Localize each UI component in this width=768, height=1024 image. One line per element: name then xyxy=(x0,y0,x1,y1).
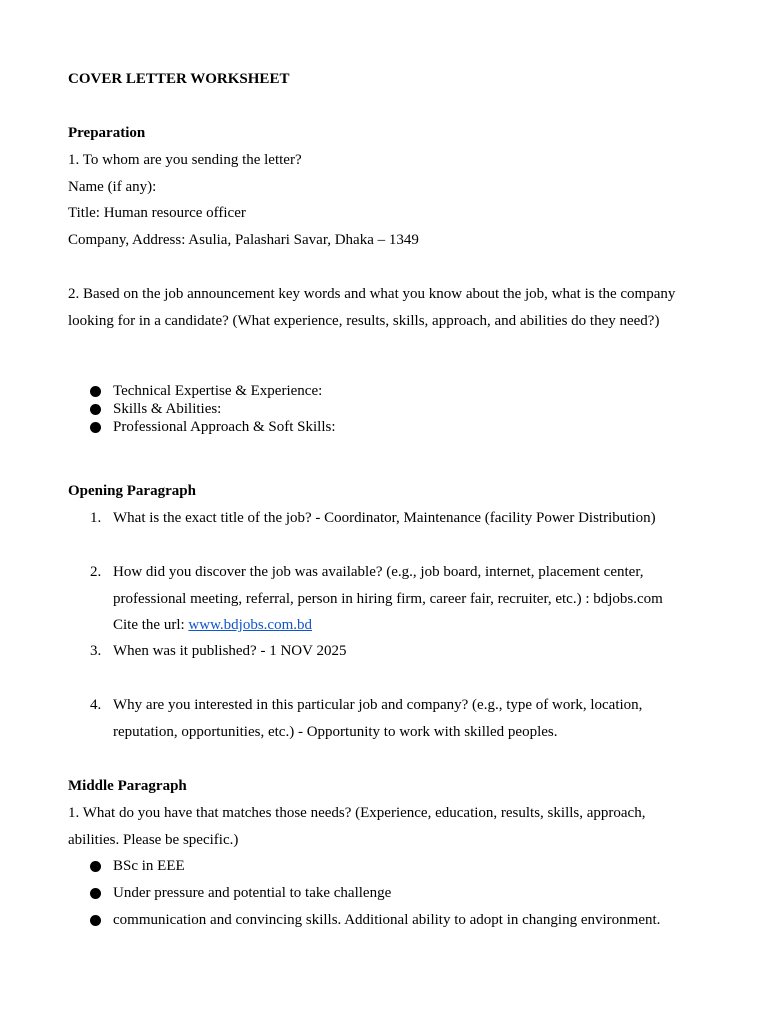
bullet-icon xyxy=(90,915,101,926)
url-line xyxy=(113,616,312,634)
url-prefix: Cite the url: xyxy=(113,617,189,633)
preparation-heading: Preparation xyxy=(68,125,146,141)
list-number: 4. xyxy=(90,697,102,713)
bullet-icon xyxy=(90,386,101,397)
list-item-text: BSc in EEE xyxy=(113,858,185,874)
list-item-text: reputation, opportunities, etc.) - Opportunity to work with skilled peoples. xyxy=(113,724,558,740)
list-item-text: communication and convincing skills. Additional ability to adopt in changing environment. xyxy=(113,912,661,928)
opening-heading: Opening Paragraph xyxy=(68,483,196,499)
list-item-text: Why are you interested in this particular job and company? (e.g., type of work, location, xyxy=(113,697,643,713)
list-number: 3. xyxy=(90,643,102,659)
name-line: Name (if any): xyxy=(68,179,157,195)
middle-question-1-line-1: 1. What do you have that matches those needs? (Experience, education, results, skills, approach, xyxy=(68,805,646,821)
list-item-text: Skills & Abilities: xyxy=(113,401,222,417)
list-item-text: Technical Expertise & Experience: xyxy=(113,383,323,399)
list-item-text: Professional Approach & Soft Skills: xyxy=(113,419,336,435)
middle-heading: Middle Paragraph xyxy=(68,778,187,794)
bullet-icon xyxy=(90,888,101,899)
list-number: 1. xyxy=(90,510,102,526)
title-line: Title: Human resource officer xyxy=(68,205,246,221)
preparation-question-2-line-2: looking for in a candidate? (What experience, results, skills, approach, and abilities do they need?) xyxy=(68,313,660,329)
bdjobs-link[interactable]: www.bdjobs.com.bd xyxy=(188,617,313,633)
bullet-icon xyxy=(90,861,101,872)
list-item-text: Under pressure and potential to take challenge xyxy=(113,885,392,901)
list-number: 2. xyxy=(90,564,102,580)
company-line: Company, Address: Asulia, Palashari Savar, Dhaka – 1349 xyxy=(68,232,419,248)
preparation-question-2-line-1: 2. Based on the job announcement key words and what you know about the job, what is the company xyxy=(68,286,676,302)
bullet-icon xyxy=(90,404,101,415)
list-item-text: professional meeting, referral, person in hiring firm, career fair, recruiter, etc.) : bdjobs.com xyxy=(113,591,663,607)
list-item-text: When was it published? - 1 NOV 2025 xyxy=(113,643,347,659)
list-item-text: What is the exact title of the job? - Coordinator, Maintenance (facility Power Distribution) xyxy=(113,510,656,526)
document-title: COVER LETTER WORKSHEET xyxy=(68,71,290,87)
list-item-text: How did you discover the job was available? (e.g., job board, internet, placement center, xyxy=(113,564,644,580)
bullet-icon xyxy=(90,422,101,433)
middle-question-1-line-2: abilities. Please be specific.) xyxy=(68,832,239,848)
preparation-question-1: 1. To whom are you sending the letter? xyxy=(68,152,302,168)
